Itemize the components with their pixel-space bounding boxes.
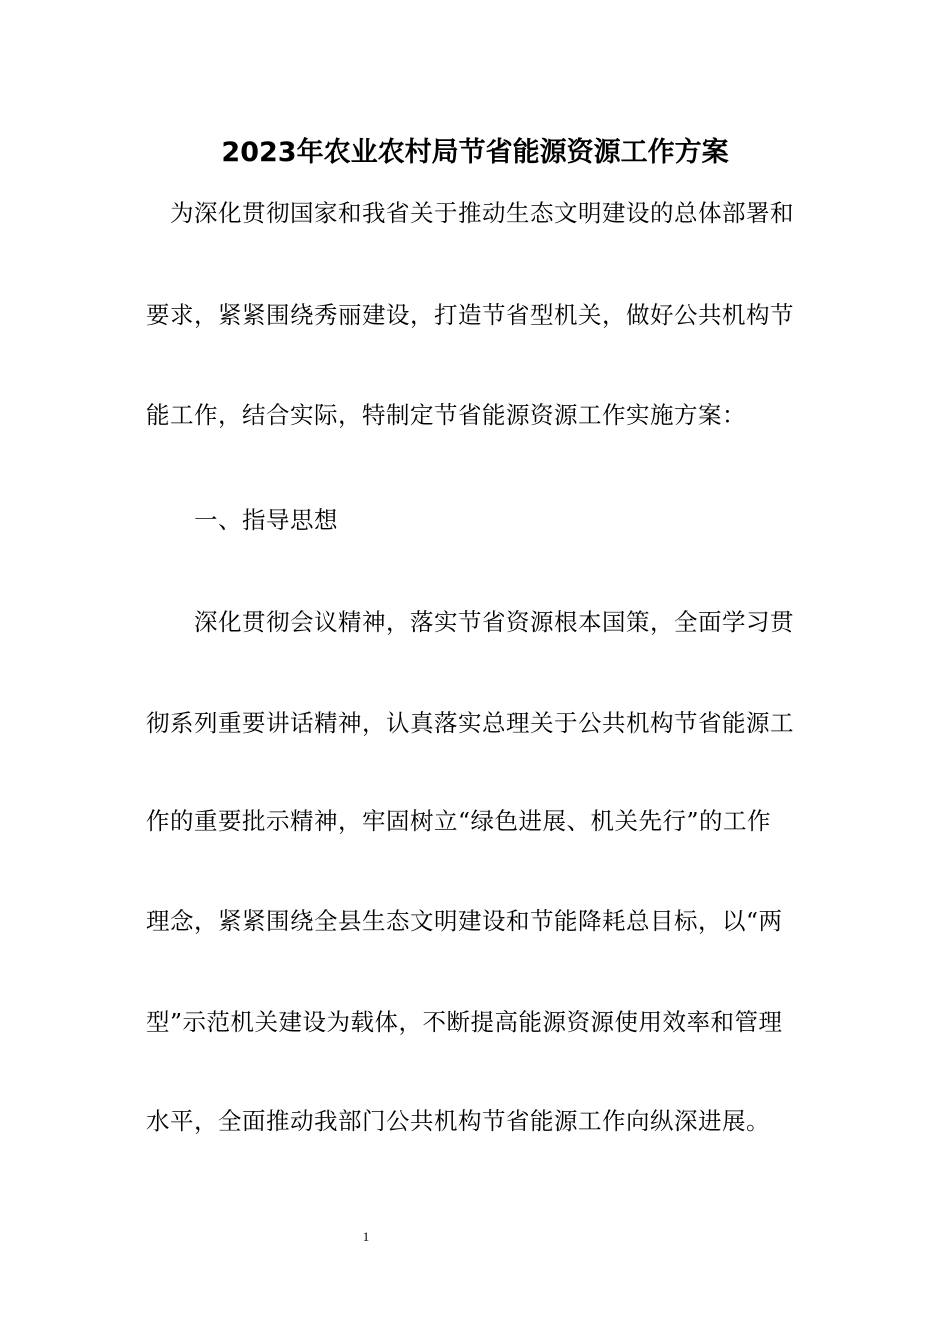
intro-line-2: 要求，紧紧围绕秀丽建设，打造节省型机关，做好公共机构节 <box>146 301 794 329</box>
section-line-2: 彻系列重要讲话精神，认真落实总理关于公共机构节省能源工 <box>146 709 794 737</box>
page-number: 1 <box>362 1229 370 1244</box>
document-title: 2023年农业农村局节省能源资源工作方案 <box>221 137 729 168</box>
intro-line-3: 能工作，结合实际，特制定节省能源资源工作实施方案： <box>146 401 746 429</box>
section-line-4: 理念，紧紧围绕全县生态文明建设和节能降耗总目标，以“两 <box>146 907 783 935</box>
section-line-6: 水平，全面推动我部门公共机构节省能源工作向纵深进展。 <box>146 1107 770 1135</box>
section-heading: 一、指导思想 <box>194 506 338 534</box>
section-line-1: 深化贯彻会议精神，落实节省资源根本国策，全面学习贯 <box>194 608 794 636</box>
intro-line-1: 为深化贯彻国家和我省关于推动生态文明建设的总体部署和 <box>170 199 794 227</box>
section-line-3: 作的重要批示精神，牢固树立“绿色进展、机关先行”的工作 <box>146 807 772 835</box>
section-line-5: 型”示范机关建设为载体，不断提高能源资源使用效率和管理 <box>146 1008 783 1036</box>
